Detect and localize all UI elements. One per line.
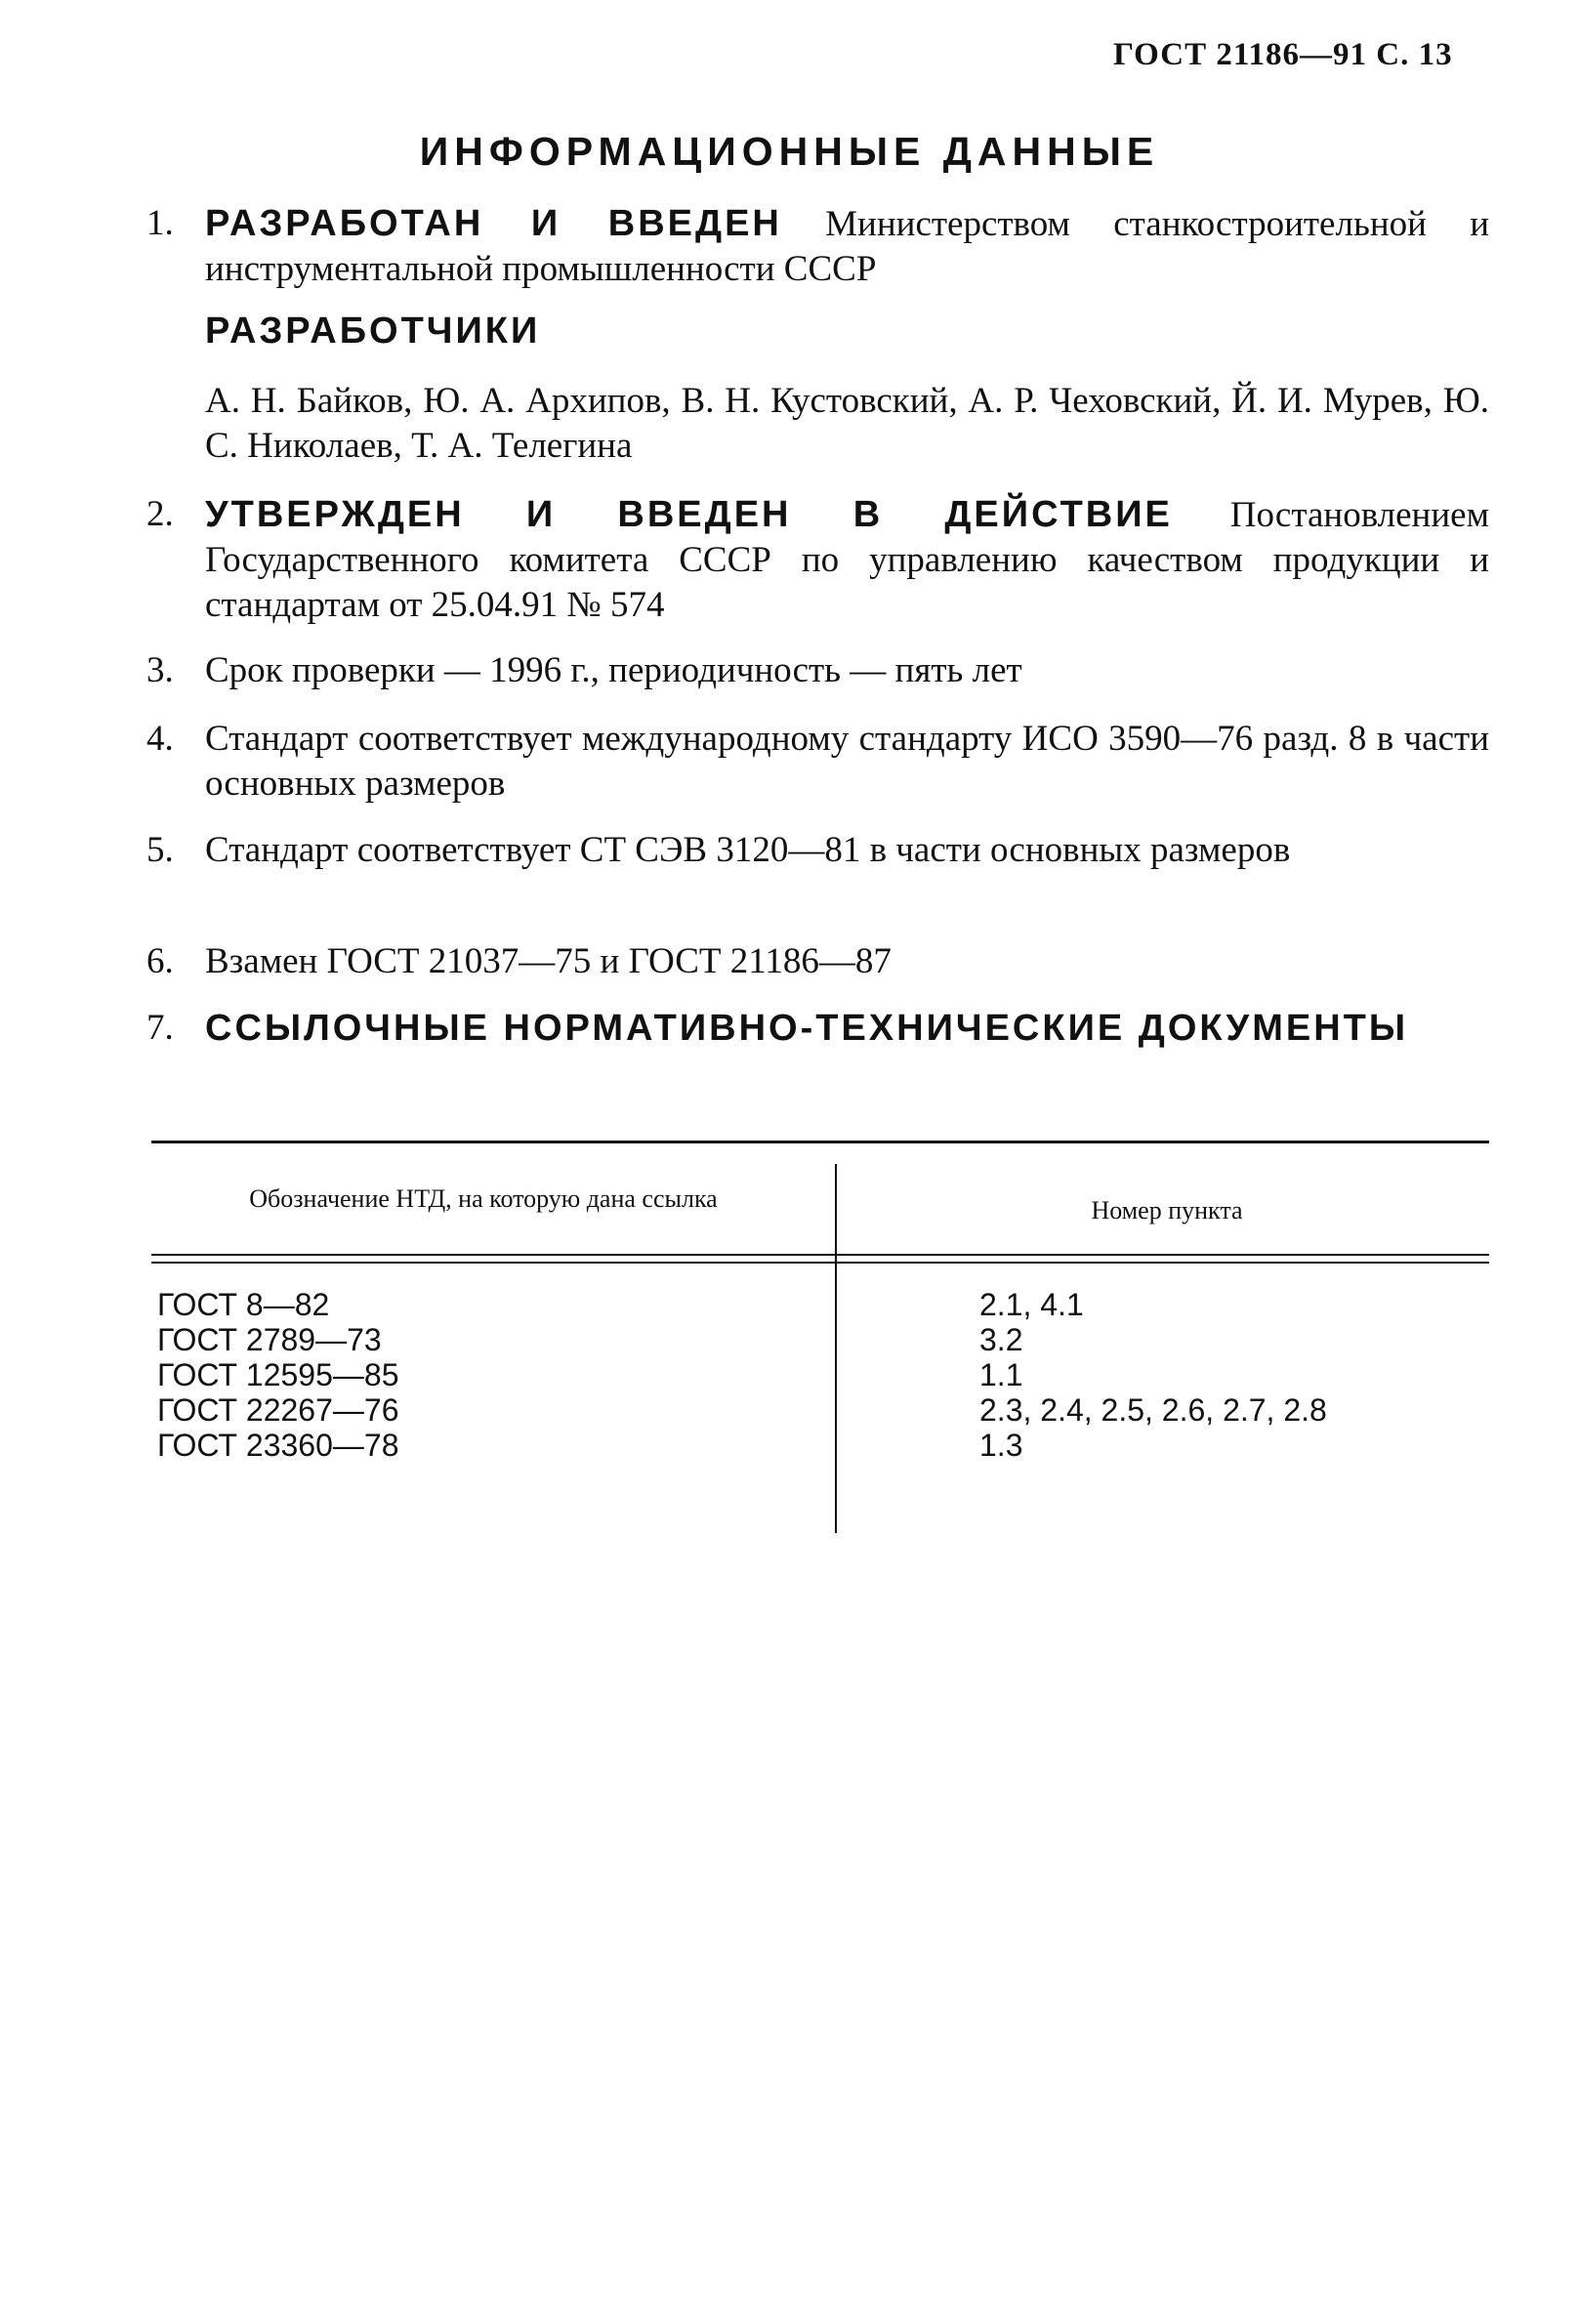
table-cell-document: ГОСТ 2789—73 xyxy=(157,1322,382,1357)
developers-list: А. Н. Байков, Ю. А. Архипов, В. Н. Кустовский, А. Р. Чеховский, Й. И. Мурев, Ю. С. Николаев, Т. А. Телегина xyxy=(205,381,1489,466)
table-header-rule xyxy=(151,1254,1489,1256)
developers-heading: РАЗРАБОТЧИКИ xyxy=(205,311,541,352)
table-top-rule xyxy=(151,1141,1489,1143)
item-number: 3. xyxy=(146,650,174,690)
item-lead: УТВЕРЖДЕН И ВВЕДЕН В ДЕЙСТВИЕ xyxy=(205,494,1173,535)
item-number: 6. xyxy=(146,941,174,981)
item-number: 4. xyxy=(146,719,174,759)
column-header-document: Обозначение НТД, на которую дана ссылка xyxy=(249,1184,718,1213)
table-column-divider xyxy=(835,1164,837,1533)
table-header-rule-double xyxy=(151,1262,1489,1264)
item-6 xyxy=(146,939,1489,984)
column-header-clause: Номер пункта xyxy=(1091,1196,1243,1224)
item-lead: ССЫЛОЧНЫЕ НОРМАТИВНО-ТЕХНИЧЕСКИЕ ДОКУМЕНТЫ xyxy=(205,1008,1409,1049)
item-1 xyxy=(146,201,1489,292)
item-text: Срок проверки — 1996 г., периодичность — пять лет xyxy=(205,650,1022,690)
table-cell-clause: 2.1, 4.1 xyxy=(979,1287,1084,1322)
item-number: 7. xyxy=(146,1008,174,1048)
item-lead: РАЗРАБОТАН И ВВЕДЕН xyxy=(205,203,782,244)
references-table xyxy=(151,1141,1489,1531)
table-cell-clause: 3.2 xyxy=(979,1322,1023,1357)
item-3 xyxy=(146,648,1489,693)
table-cell-document: ГОСТ 8—82 xyxy=(157,1287,330,1322)
item-number: 2. xyxy=(146,494,174,534)
item-number: 1. xyxy=(146,203,174,243)
table-cell-clause: 1.1 xyxy=(979,1357,1023,1392)
table-cell-document: ГОСТ 22267—76 xyxy=(157,1392,399,1428)
item-number: 5. xyxy=(146,830,174,870)
item-text: Постановлением Государственного комитета СССР по управлению качеством продукции и стандартам от 25.04.91 № 574 xyxy=(205,495,1489,625)
item-7 xyxy=(146,1006,1489,1052)
item-4 xyxy=(146,717,1489,807)
table-cell-document: ГОСТ 23360—78 xyxy=(157,1428,399,1463)
item-5 xyxy=(146,828,1489,873)
table-cell-clause: 1.3 xyxy=(979,1428,1023,1463)
table-cell-document: ГОСТ 12595—85 xyxy=(157,1357,399,1392)
item-text: Министерством станкостроительной и инструментальной промышленности СССР xyxy=(205,204,1489,289)
item-text: Стандарт соответствует СТ СЭВ 3120—81 в части основных размеров xyxy=(205,830,1291,870)
item-text: Стандарт соответствует международному стандарту ИСО 3590—76 разд. 8 в части основных размеров xyxy=(205,719,1489,804)
item-text: Взамен ГОСТ 21037—75 и ГОСТ 21186—87 xyxy=(205,941,892,981)
table-cell-clause: 2.3, 2.4, 2.5, 2.6, 2.7, 2.8 xyxy=(979,1392,1327,1428)
page-header: ГОСТ 21186—91 С. 13 xyxy=(1113,37,1453,72)
item-2 xyxy=(146,492,1489,628)
page-title: ИНФОРМАЦИОННЫЕ ДАННЫЕ xyxy=(419,129,1160,174)
